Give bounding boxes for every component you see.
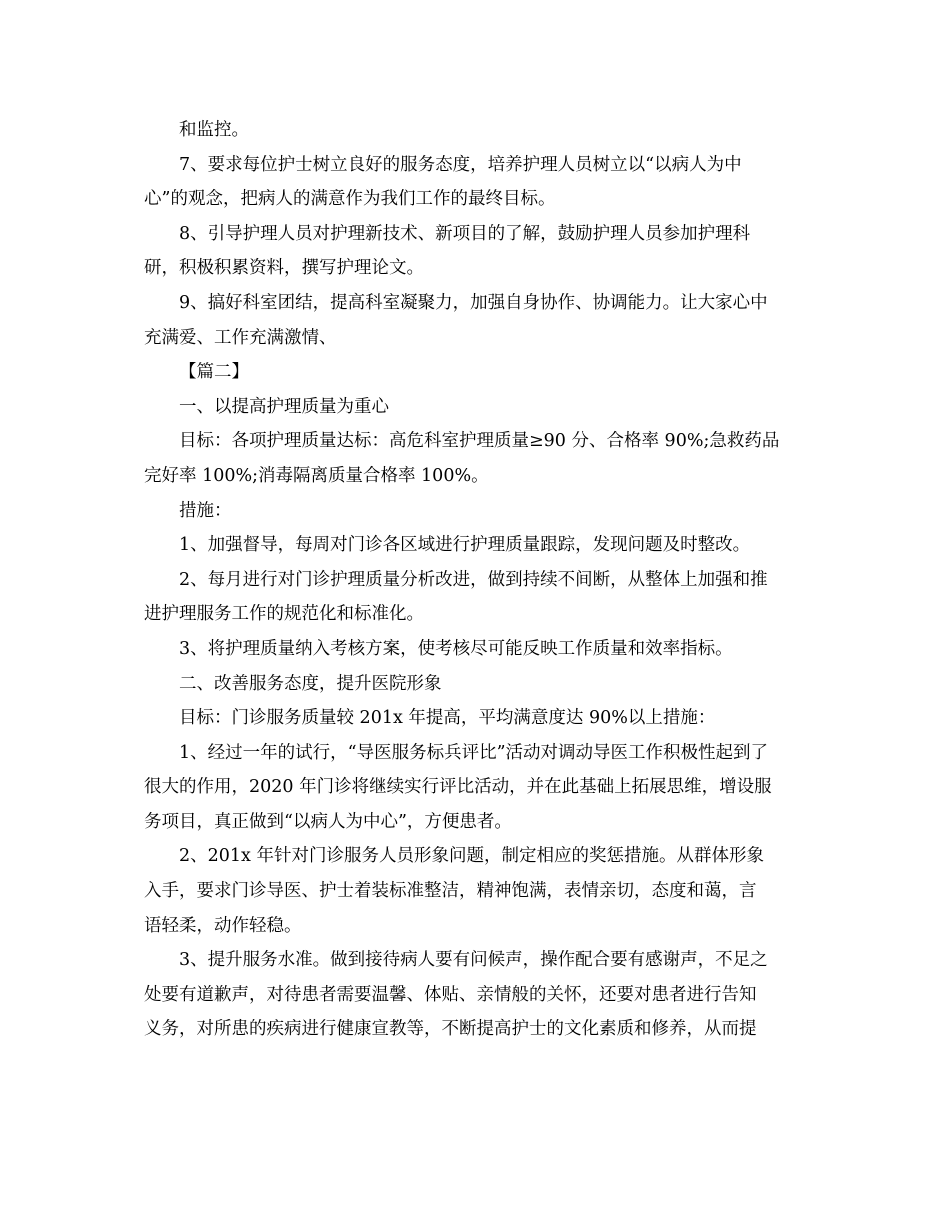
text-line: 9、搞好科室团结，提高科室凝聚力，加强自身协作、协调能力。让大家心中 <box>179 292 768 313</box>
text-line: 充满爱、工作充满激情、 <box>144 327 337 348</box>
text-line: 措施： <box>179 500 232 521</box>
text-line: 进护理服务工作的规范化和标准化。 <box>144 604 424 625</box>
text-line: 1、加强督导，每周对门诊各区域进行护理质量跟踪，发现问题及时整改。 <box>179 535 751 556</box>
text-line: 7、要求每位护士树立良好的服务态度，培养护理人员树立以“以病人为中 <box>179 154 742 175</box>
subsection-heading: 二、改善服务态度，提升医院形象 <box>179 673 442 694</box>
text-line: 3、将护理质量纳入考核方案，使考核尽可能反映工作质量和效率指标。 <box>179 638 733 659</box>
text-line: 处要有道歉声，对待患者需要温馨、体贴、亲情般的关怀，还要对患者进行告知 <box>144 984 757 1005</box>
text-line: 心”的观念，把病人的满意作为我们工作的最终目标。 <box>144 189 556 210</box>
text-line: 入手，要求门诊导医、护士着装标准整洁，精神饱满，表情亲切，态度和蔼，言 <box>144 881 757 902</box>
text-line: 3、提升服务水准。做到接待病人要有问候声，操作配合要有感谢声，不足之 <box>179 950 768 971</box>
text-line: 完好率 100%;消毒隔离质量合格率 100%。 <box>144 465 489 486</box>
text-line: 8、引导护理人员对护理新技术、新项目的了解，鼓励护理人员参加护理科 <box>179 223 751 244</box>
text-line: 和监控。 <box>179 120 249 140</box>
document-body <box>144 113 814 1047</box>
text-line: 研，积极积累资料，撰写护理论文。 <box>144 258 424 279</box>
text-line: 1、经过一年的试行，“导医服务标兵评比”活动对调动导医工作积极性起到了 <box>179 742 769 763</box>
text-line: 语轻柔，动作轻稳。 <box>144 915 302 936</box>
section-heading: 【篇二】 <box>179 362 249 383</box>
text-line: 2、每月进行对门诊护理质量分析改进，做到持续不间断，从整体上加强和推 <box>179 569 768 590</box>
subsection-heading: 一、以提高护理质量为重心 <box>179 396 389 417</box>
text-line: 义务，对所患的疾病进行健康宣教等，不断提高护士的文化素质和修养，从而提 <box>144 1019 757 1040</box>
text-line: 很大的作用，2020 年门诊将继续实行评比活动，并在此基础上拓展思维，增设服 <box>144 777 772 798</box>
text-line: 目标：门诊服务质量较 201x 年提高，平均满意度达 90%以上措施： <box>179 708 716 729</box>
text-line: 2、201x 年针对门诊服务人员形象问题，制定相应的奖惩措施。从群体形象 <box>179 846 764 867</box>
text-line: 务项目，真正做到“以病人为中心”，方便患者。 <box>144 811 512 832</box>
text-line: 目标：各项护理质量达标：高危科室护理质量≥90 分、合格率 90%;急救药品 <box>179 431 780 452</box>
